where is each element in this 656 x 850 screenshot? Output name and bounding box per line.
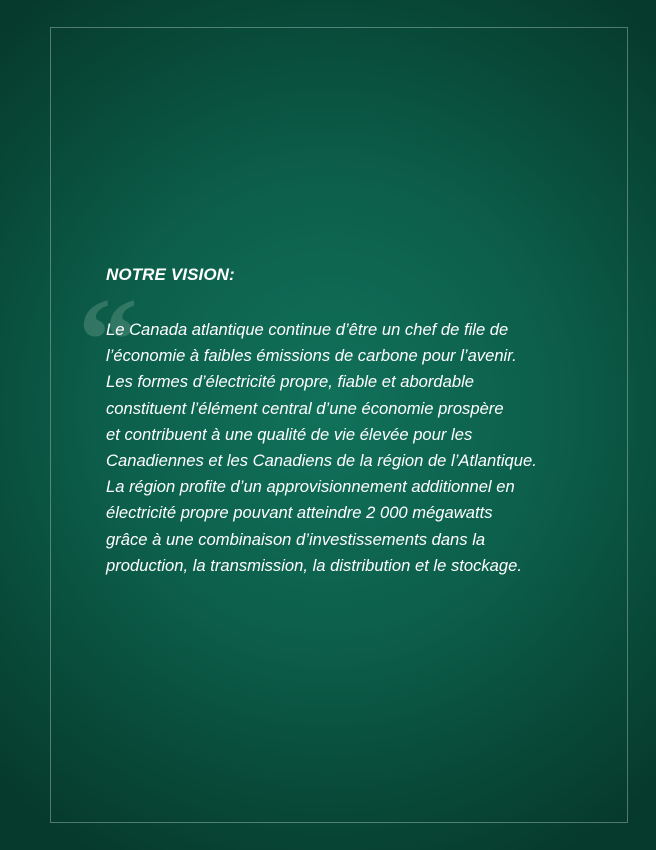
vision-line: grâce à une combinaison d’investissements dans la <box>106 529 486 549</box>
vision-line: Le Canada atlantique continue d’être un chef de file de <box>106 320 509 339</box>
vision-line: et contribuent à une qualité de vie élevée pour les <box>106 424 473 444</box>
vision-line: électricité propre pouvant atteindre 2 000 mégawatts <box>106 503 493 523</box>
vision-statement <box>106 317 606 579</box>
vision-line: Canadiennes et les Canadiens de la région de l’Atlantique. <box>106 451 537 471</box>
vision-line: Les formes d’électricité propre, fiable et abordable <box>106 372 475 392</box>
vision-line: production, la transmission, la distribution et le stockage. <box>106 555 522 575</box>
quotation-mark-icon: “ <box>78 273 138 406</box>
vision-line: La région profite d’un approvisionnement additionnel en <box>106 477 515 497</box>
vision-line: constituent l’élément central d’une économie prospère <box>106 398 504 418</box>
vision-heading: NOTRE VISION: <box>106 265 235 284</box>
vision-line: l’économie à faibles émissions de carbone pour l’avenir. <box>106 346 517 366</box>
